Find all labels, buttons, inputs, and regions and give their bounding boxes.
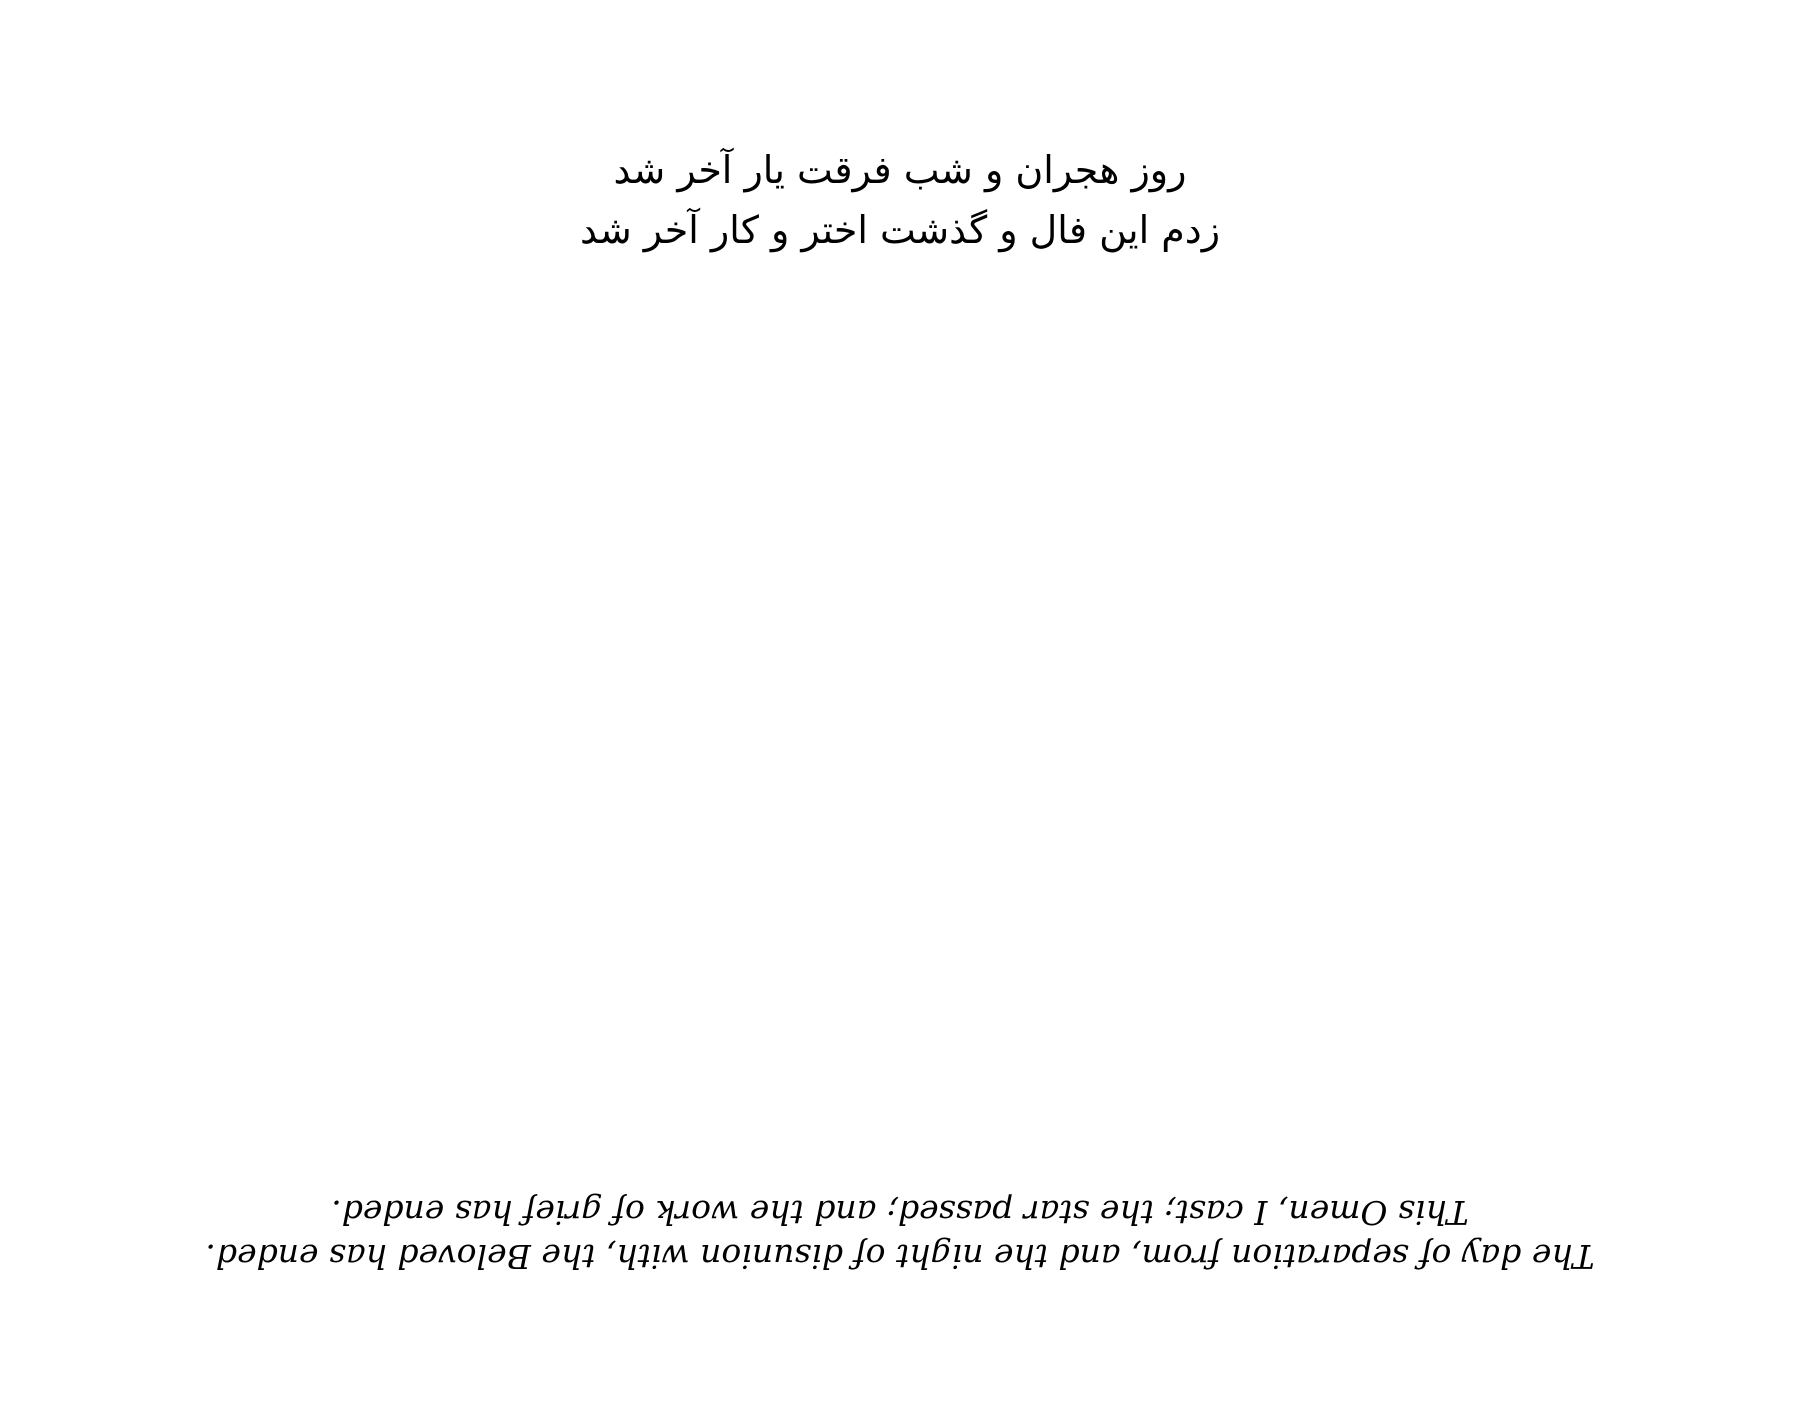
english-verse-line-1: The day of separation from, and the night of disunion with, the Beloved has ended.: [205, 1237, 1595, 1276]
persian-verse-line-2: زدم این فال و گذشت اختر و کار آخر شد: [579, 208, 1221, 252]
english-verse-line-2: This Omen, I cast; the star passed; and the work of grief has ended.: [331, 1193, 1469, 1232]
english-translation-upside-down: [0, 1190, 1800, 1278]
persian-couplet: [0, 140, 1800, 260]
persian-verse-line-1: روز هجران و شب فرقت یار آخر شد: [613, 148, 1187, 192]
